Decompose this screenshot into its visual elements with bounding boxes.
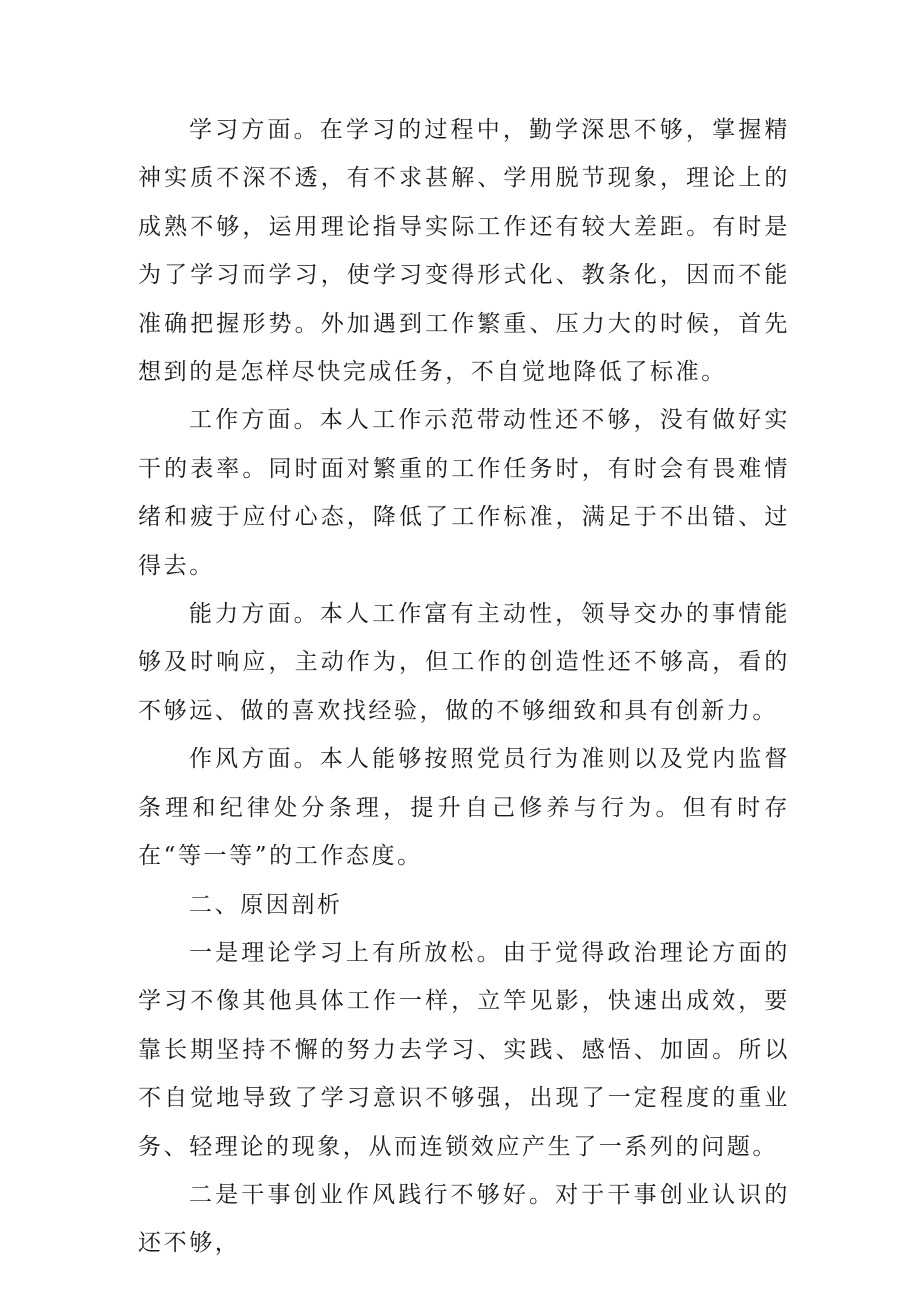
paragraph-cause-2: 二是干事创业作风践行不够好。对于干事创业认识的还不够， xyxy=(138,1181,790,1257)
document-body xyxy=(138,106,790,1268)
paragraph-style: 作风方面。本人能够按照党员行为准则以及党内监督条理和纪律处分条理，提升自己修养与行为。但有时存在“等一等”的工作态度。 xyxy=(138,746,790,870)
paragraph-cause-1: 一是理论学习上有所放松。由于觉得政治理论方面的学习不像其他具体工作一样，立竿见影，快速出成效，要靠长期坚持不懈的努力去学习、实践、感悟、加固。所以不自觉地导致了学习意识不够强，出现了一定程度的重业务、轻理论的现象，从而连锁效应产生了一系列的问题。 xyxy=(138,939,790,1160)
paragraph-study: 学习方面。在学习的过程中，勤学深思不够，掌握精神实质不深不透，有不求甚解、学用脱节现象，理论上的成熟不够，运用理论指导实际工作还有较大差距。有时是为了学习而学习，使学习变得形式化、教条化，因而不能准确把握形势。外加遇到工作繁重、压力大的时候，首先想到的是怎样尽快完成任务，不自觉地降低了标准。 xyxy=(138,117,790,386)
paragraph-ability: 能力方面。本人工作富有主动性，领导交办的事情能够及时响应，主动作为，但工作的创造性还不够高，看的不够远、做的喜欢找经验，做的不够细致和具有创新力。 xyxy=(138,601,790,724)
section-heading-cause-analysis: 二、原因剖析 xyxy=(189,891,343,918)
paragraph-work: 工作方面。本人工作示范带动性还不够，没有做好实干的表率。同时面对繁重的工作任务时，有时会有畏难情绪和疲于应付心态，降低了工作标准，满足于不出错、过得去。 xyxy=(138,407,790,579)
